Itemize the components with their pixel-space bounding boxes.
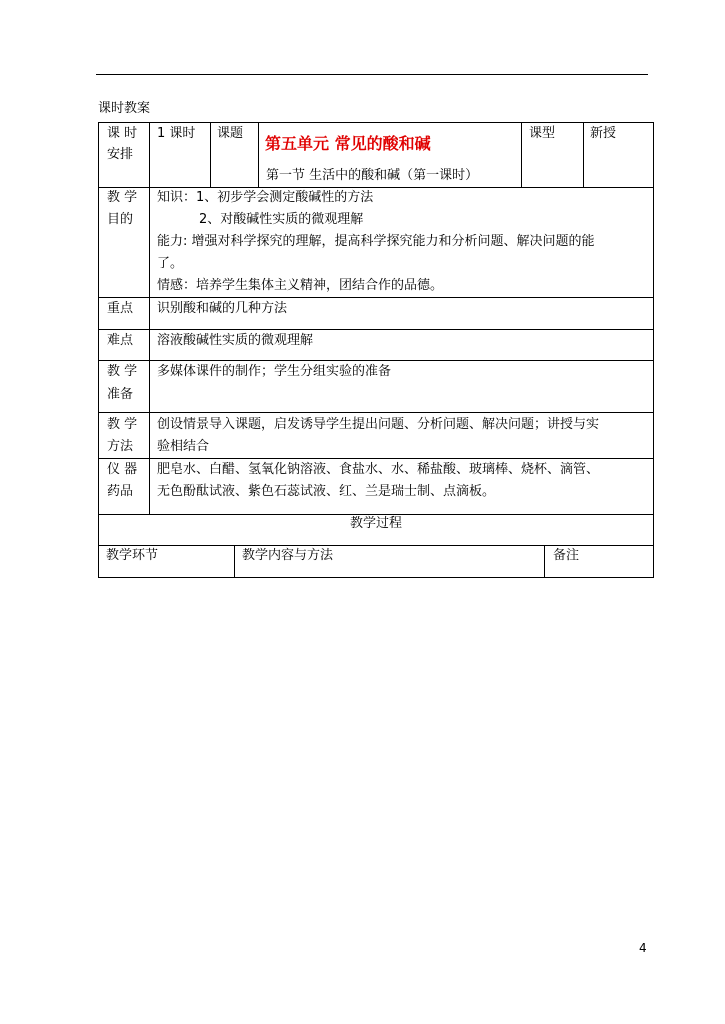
process-header-notes: 备注 — [553, 548, 580, 563]
topic-title: 第五单元 常见的酸和碱 — [265, 134, 431, 153]
process-title: 教学过程 — [349, 516, 402, 531]
objective-knowledge-2: 2、对酸碱性实质的微观理解 — [199, 212, 364, 227]
method-line-2: 验相结合 — [157, 439, 210, 454]
materials-line-2: 无色酚酞试液、紫色石蕊试液、红、兰是瑞士制、点滴板。 — [157, 484, 496, 499]
difficulty-label: 难点 — [107, 333, 134, 348]
schedule-label-line2: 安排 — [107, 147, 134, 162]
objective-knowledge-1: 知识：1、初步学会测定酸碱性的方法 — [157, 190, 374, 205]
page-number: 4 — [639, 941, 647, 955]
preparation-label-line1: 教 学 — [107, 364, 138, 379]
materials-line-1: 肥皂水、白醋、氢氧化钠溶液、食盐水、水、稀盐酸、玻璃棒、烧杯、滴管、 — [157, 462, 600, 477]
key-point-value: 识别酸和碱的几种方法 — [157, 301, 288, 316]
objective-ability-cont: 了。 — [157, 256, 184, 271]
objective-emotion: 情感：培养学生集体主义精神，团结合作的品德。 — [157, 278, 444, 293]
type-value: 新授 — [590, 126, 617, 141]
hours-value: 1 课时 — [157, 126, 196, 141]
objectives-label-line2: 目的 — [107, 212, 134, 227]
type-label: 课型 — [529, 126, 556, 141]
header-rule — [96, 74, 648, 75]
topic-subtitle: 第一节 生活中的酸和碱（第一课时） — [266, 168, 479, 183]
topic-label: 课题 — [217, 126, 244, 141]
objectives-label-line1: 教 学 — [107, 190, 138, 205]
difficulty-value: 溶液酸碱性实质的微观理解 — [157, 333, 314, 348]
method-line-1: 创设情景导入课题，启发诱导学生提出问题、分析问题、解决问题；讲授与实 — [157, 417, 600, 432]
document-label: 课时教案 — [98, 101, 151, 116]
preparation-value: 多媒体课件的制作；学生分组实验的准备 — [157, 364, 392, 379]
method-label-line2: 方法 — [107, 439, 134, 454]
objective-ability: 能力: 增强对科学探究的理解，提高科学探究能力和分析问题、解决问题的能 — [157, 234, 595, 249]
preparation-label-line2: 准备 — [107, 387, 134, 402]
materials-label-line2: 药品 — [107, 484, 134, 499]
schedule-label-line1: 课 时 — [107, 126, 138, 141]
materials-label-line1: 仪 器 — [107, 462, 138, 477]
process-header-content: 教学内容与方法 — [242, 548, 334, 563]
key-point-label: 重点 — [107, 301, 134, 316]
method-label-line1: 教 学 — [107, 417, 138, 432]
process-header-stage: 教学环节 — [106, 548, 159, 563]
